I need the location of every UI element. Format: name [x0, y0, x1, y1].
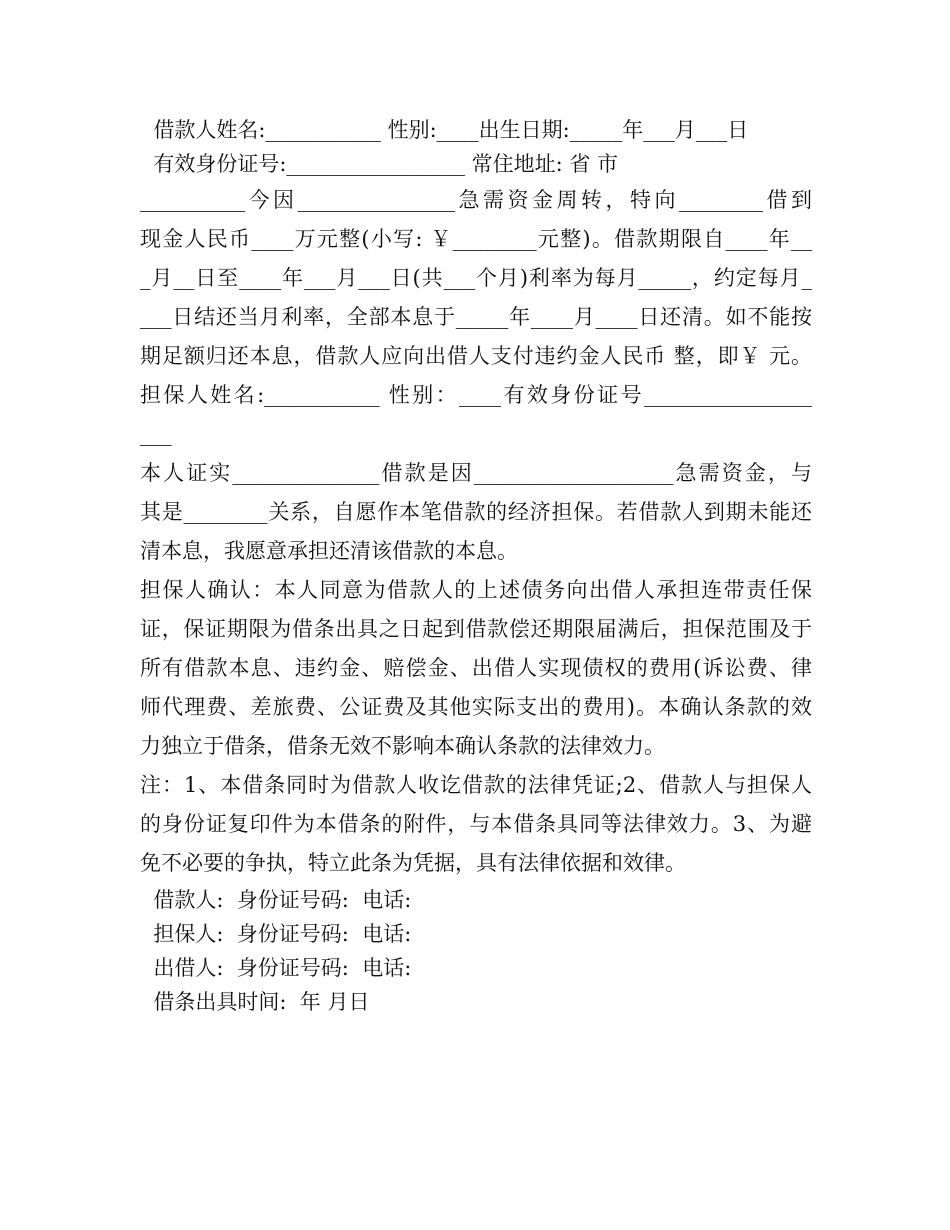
- note-line-2: 的身份证复印件为本借条的附件，与本借条具同等法律效力。3、为避: [140, 812, 812, 836]
- guarantee-statement-line-3: 清本息，我愿意承担还清该借款的本息。: [140, 539, 518, 563]
- loan-period-line: _月__日至____年___月___日(共___个月)利率为每月_____，约定每月_: [140, 266, 812, 290]
- guarantor-signature-line: 担保人: 身份证号码: 电话:: [140, 922, 412, 946]
- guarantor-confirmation-line-5: 力独立于借条，借条无效不影响本确认条款的法律效力。: [140, 734, 665, 758]
- guarantor-confirmation-line-2: 证，保证期限为借条出具之日起到借款偿还期限届满后，担保范围及于: [140, 617, 812, 641]
- loan-document: [140, 113, 812, 1019]
- note-line-1: 注：1、本借条同时为借款人收讫借款的法律凭证;2、借款人与担保人: [140, 773, 812, 797]
- note-line-3: 免不必要的争执，特立此条为凭据，具有法律依据和效律。: [140, 851, 686, 875]
- borrower-name-line: 借款人姓名:___________ 性别:____出生日期:_____年___月___日: [140, 118, 749, 142]
- loan-reason-line: __________今因_______________急需资金周转，特向________借到: [140, 188, 812, 212]
- guarantor-name-line: 担保人姓名:___________ 性别：____有效身份证号________________: [140, 383, 812, 407]
- guarantee-statement-line-2: 其是________关系，自愿作本笔借款的经济担保。若借款人到期未能还: [140, 500, 812, 524]
- guarantor-confirmation-line-3: 所有借款本息、违约金、赔偿金、出借人实现债权的费用(诉讼费、律: [140, 656, 812, 680]
- repayment-line: ___日结还当月利率，全部本息于_____年____月____日还清。如不能按: [140, 305, 812, 329]
- guarantee-statement-line-1: 本人证实______________借款是因___________________急需资金，与: [140, 461, 812, 485]
- lender-signature-line: 出借人: 身份证号码: 电话:: [140, 956, 412, 980]
- borrower-id-address-line: 有效身份证号:_________________ 常住地址: 省 市: [140, 152, 619, 176]
- guarantor-confirmation-line-4: 师代理费、差旅费、公证费及其他实际支出的费用)。本确认条款的效: [140, 695, 812, 719]
- penalty-line: 期足额归还本息，借款人应向出借人支付违约金人民币 整，即￥ 元。: [140, 344, 812, 368]
- borrower-signature-line: 借款人: 身份证号码: 电话:: [140, 888, 412, 912]
- guarantor-id-continuation-line: ___: [140, 422, 172, 446]
- guarantor-confirmation-line-1: 担保人确认：本人同意为借款人的上述债务向出借人承担连带责任保: [140, 578, 812, 602]
- loan-amount-line: 现金人民币____万元整(小写: ￥________元整)。借款期限自____年__: [140, 227, 812, 251]
- issue-date-line: 借条出具时间: 年 月日: [140, 990, 370, 1014]
